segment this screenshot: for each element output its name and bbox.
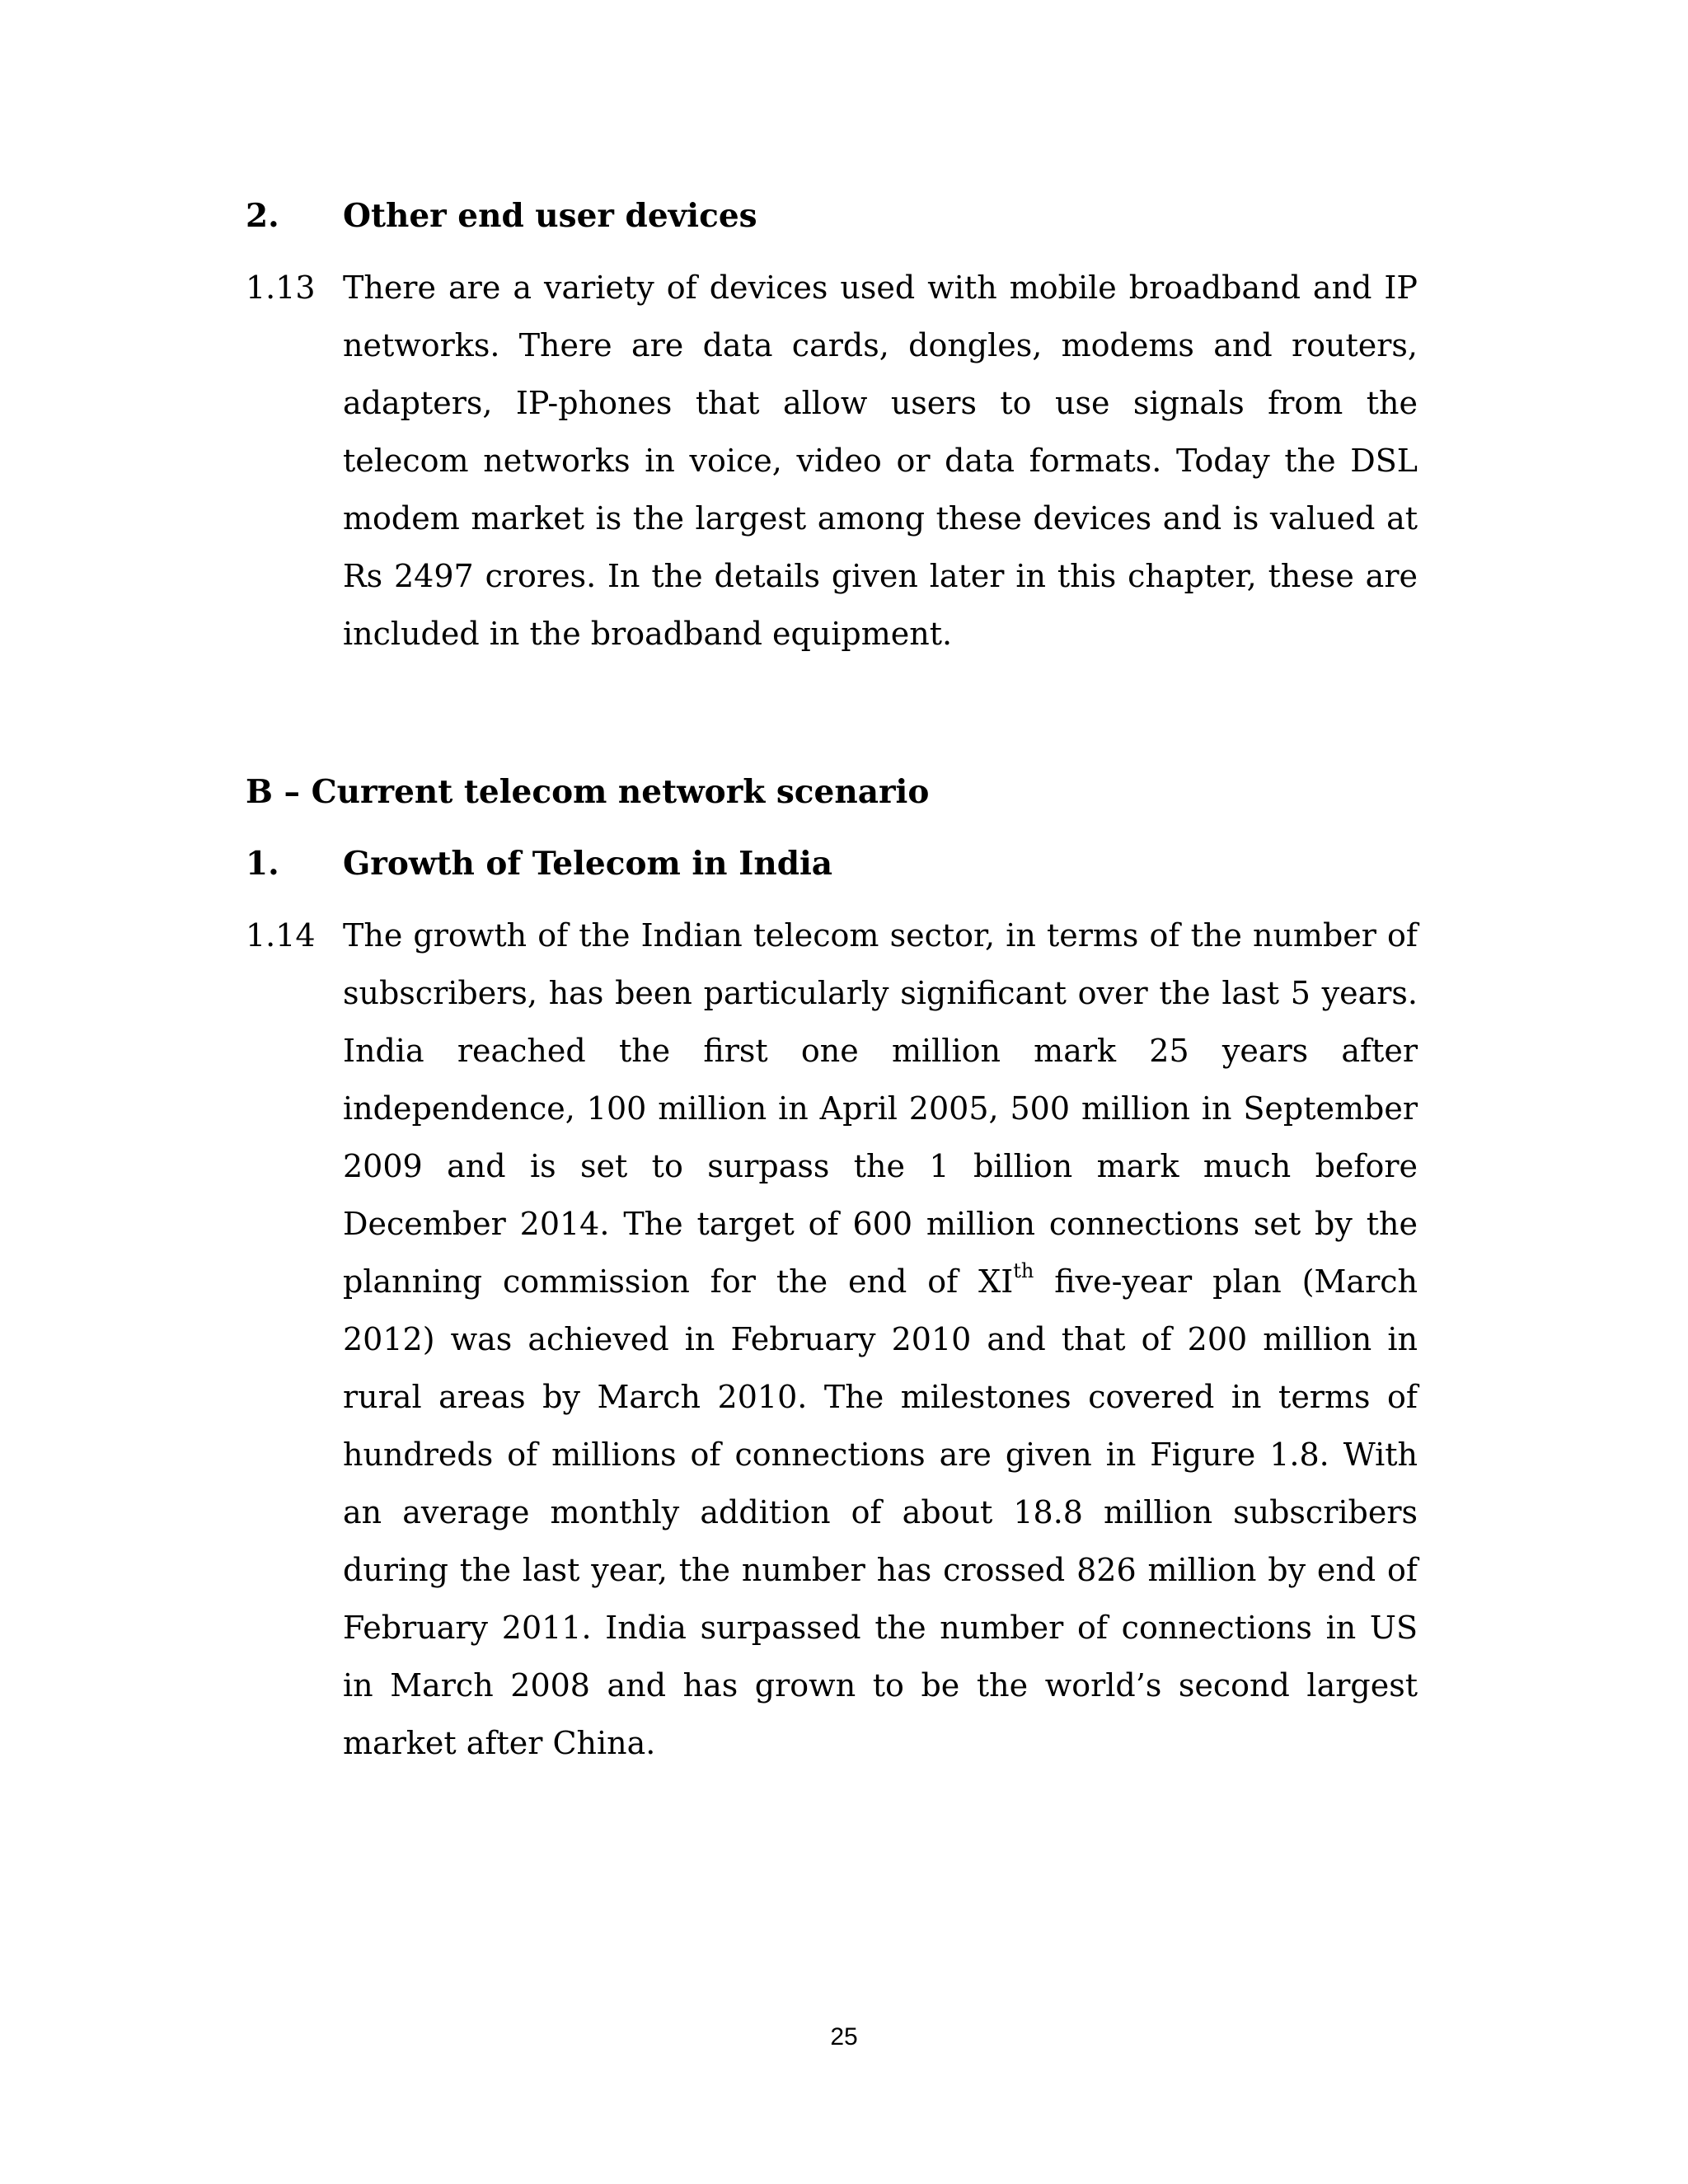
paragraph-line: an average monthly addition of about 18.8 million subscribers [343, 1494, 1418, 1530]
part-b-heading: B – Current telecom network scenario [246, 773, 930, 811]
paragraph-line: modem market is the largest among these devices and is valued at [343, 500, 1418, 537]
line-text-rest: five-year plan (March [1034, 1263, 1418, 1300]
paragraph-line: February 2011. India surpassed the number of connections in US [343, 1610, 1418, 1646]
paragraph-line: India reached the first one million mark 25 years after [343, 1033, 1418, 1069]
paragraph-line: 2009 and is set to surpass the 1 billion mark much before [343, 1148, 1418, 1184]
paragraph-line: rural areas by March 2010. The milestones covered in terms of [343, 1379, 1418, 1415]
paragraph-line: included in the broadband equipment. [343, 616, 953, 652]
line-text-main: planning commission for the end of XI [343, 1263, 1014, 1300]
paragraph-line-with-superscript [343, 1253, 1418, 1310]
section-number: 2. [246, 197, 279, 235]
paragraph-1-14 [343, 907, 1418, 1772]
section-title: Other end user devices [343, 197, 757, 235]
paragraph-line: 2012) was achieved in February 2010 and that of 200 million in [343, 1321, 1418, 1357]
section-title: Growth of Telecom in India [343, 845, 833, 883]
paragraph-line: adapters, IP-phones that allow users to use signals from the [343, 385, 1418, 421]
paragraph-line: market after China. [343, 1725, 656, 1761]
paragraph-line: The growth of the Indian telecom sector, in terms of the number of [343, 917, 1418, 954]
paragraph-line: independence, 100 million in April 2005, 500 million in September [343, 1090, 1418, 1127]
section-number: 1. [246, 845, 279, 883]
paragraph-line: December 2014. The target of 600 million connections set by the [343, 1206, 1418, 1242]
paragraph-line: in March 2008 and has grown to be the world’s second largest [343, 1667, 1418, 1704]
paragraph-number-1-13: 1.13 [246, 269, 316, 306]
superscript-th: th [1013, 1259, 1034, 1283]
line-text-part [343, 1253, 1418, 1310]
paragraph-line: subscribers, has been particularly significant over the last 5 years. [343, 975, 1418, 1011]
paragraph-line: Rs 2497 crores. In the details given later in this chapter, these are [343, 558, 1418, 594]
paragraph-line: telecom networks in voice, video or data formats. Today the DSL [343, 443, 1418, 479]
paragraph-line: hundreds of millions of connections are given in Figure 1.8. With [343, 1436, 1418, 1473]
page-number: 25 [830, 2023, 858, 2050]
paragraph-1-13 [343, 259, 1418, 663]
paragraph-line: There are a variety of devices used with mobile broadband and IP [343, 269, 1418, 306]
paragraph-line: during the last year, the number has crossed 826 million by end of [343, 1552, 1418, 1588]
paragraph-number-1-14: 1.14 [246, 917, 316, 954]
paragraph-line: networks. There are data cards, dongles, modems and routers, [343, 327, 1418, 363]
